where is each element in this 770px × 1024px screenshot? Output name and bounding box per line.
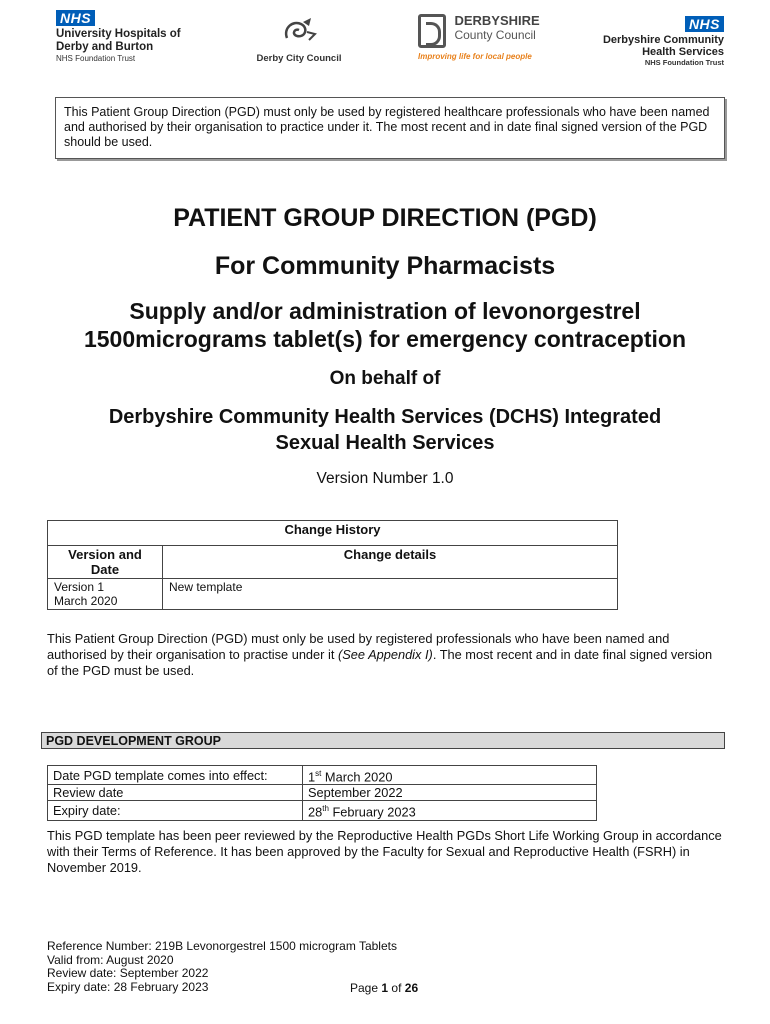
effect-label: Date PGD template comes into effect: <box>48 766 303 785</box>
drug-title-line2: 1500micrograms tablet(s) for emergency contraception <box>83 326 687 352</box>
version-number: Version Number 1.0 <box>316 470 454 487</box>
drug-title <box>0 297 770 353</box>
top-notice-box: This Patient Group Direction (PGD) must only be used by registered healthcare professionals who have been named and authorised by their organisation to practice under it. The most recent and in date final signed version of the PGD should be used. <box>55 97 725 159</box>
expiry-label: Expiry date: <box>48 801 303 820</box>
table-row <box>48 801 597 820</box>
footer-valid: Valid from: August 2020 <box>47 952 174 967</box>
derbyshire-tagline: Improving life for local people <box>418 52 532 61</box>
dates-table <box>47 765 597 821</box>
derbyshire-d-icon <box>418 14 446 48</box>
page-number: Page 1 of 26 <box>350 981 419 995</box>
uhdb-logo <box>56 10 216 64</box>
peer-review-paragraph: This PGD template has been peer reviewed by the Reproductive Health PGDs Short Life Working Group in accordance with their Terms of Reference. It has been approved by the Faculty for Sexual and Reproductive Health (FSRH) in November 2019. <box>47 828 722 875</box>
org-line2: Sexual Health Services <box>275 432 495 454</box>
table-row <box>48 785 597 801</box>
document-subtitle: For Community Pharmacists <box>214 252 556 280</box>
col-change-details: Change details <box>163 546 618 579</box>
uhdb-line1: University Hospitals of <box>56 28 181 40</box>
document-title: PATIENT GROUP DIRECTION (PGD) <box>173 204 597 232</box>
expiry-value: 28th February 2023 <box>303 801 597 820</box>
dchs-line1: Derbyshire Community <box>602 34 724 46</box>
usage-text-after: . The most recent and in date final signed version of the PGD must be used. <box>47 647 713 678</box>
derbyshire-line2: County Council <box>454 28 536 42</box>
uhdb-line2: Derby and Burton <box>56 41 154 53</box>
footer-expiry: Expiry date: 28 February 2023 <box>47 979 209 994</box>
nhs-badge: NHS <box>685 16 724 32</box>
change-history-table <box>47 520 618 610</box>
page-footer <box>47 940 497 994</box>
dchs-line2: Health Services <box>642 46 724 58</box>
dchs-logo <box>590 16 724 67</box>
usage-paragraph <box>47 631 725 679</box>
dchs-line3: NHS Foundation Trust <box>644 58 724 67</box>
nhs-badge: NHS <box>56 10 95 26</box>
row-details: New template <box>163 579 618 610</box>
footer-review: Review date: September 2022 <box>47 966 209 980</box>
row-date: March 2020 <box>54 594 118 608</box>
footer-reference: Reference Number: 219B Levonorgestrel 1500 microgram Tablets <box>47 939 397 953</box>
derby-city-logo <box>244 16 354 64</box>
appendix-reference: (See Appendix I) <box>337 647 433 662</box>
behalf-label: On behalf of <box>329 368 441 389</box>
usage-text-before: This Patient Group Direction (PGD) must only be used by registered professionals who have been named and authorised by their organisation to practise under it <box>47 631 670 662</box>
derby-city-name: Derby City Council <box>256 53 342 64</box>
change-history-heading: Change History <box>48 521 618 546</box>
organisation-title <box>0 404 770 456</box>
col-version-date: Version and Date <box>48 546 163 579</box>
section-heading-bar: PGD DEVELOPMENT GROUP <box>41 732 725 749</box>
derby-ram-icon <box>279 16 319 48</box>
uhdb-line3: NHS Foundation Trust <box>56 54 136 63</box>
row-version: Version 1 <box>54 580 105 594</box>
org-line1: Derbyshire Community Health Services (DCHS) Integrated <box>108 406 662 428</box>
review-label: Review date <box>48 785 303 801</box>
derbyshire-line1: DERBYSHIRE <box>454 13 540 28</box>
table-row <box>48 766 597 785</box>
review-value: September 2022 <box>303 785 597 801</box>
table-row <box>48 579 618 610</box>
effect-value: 1st March 2020 <box>303 766 597 785</box>
drug-title-line1: Supply and/or administration of levonorgestrel <box>129 298 641 324</box>
derbyshire-cc-logo <box>418 14 548 61</box>
